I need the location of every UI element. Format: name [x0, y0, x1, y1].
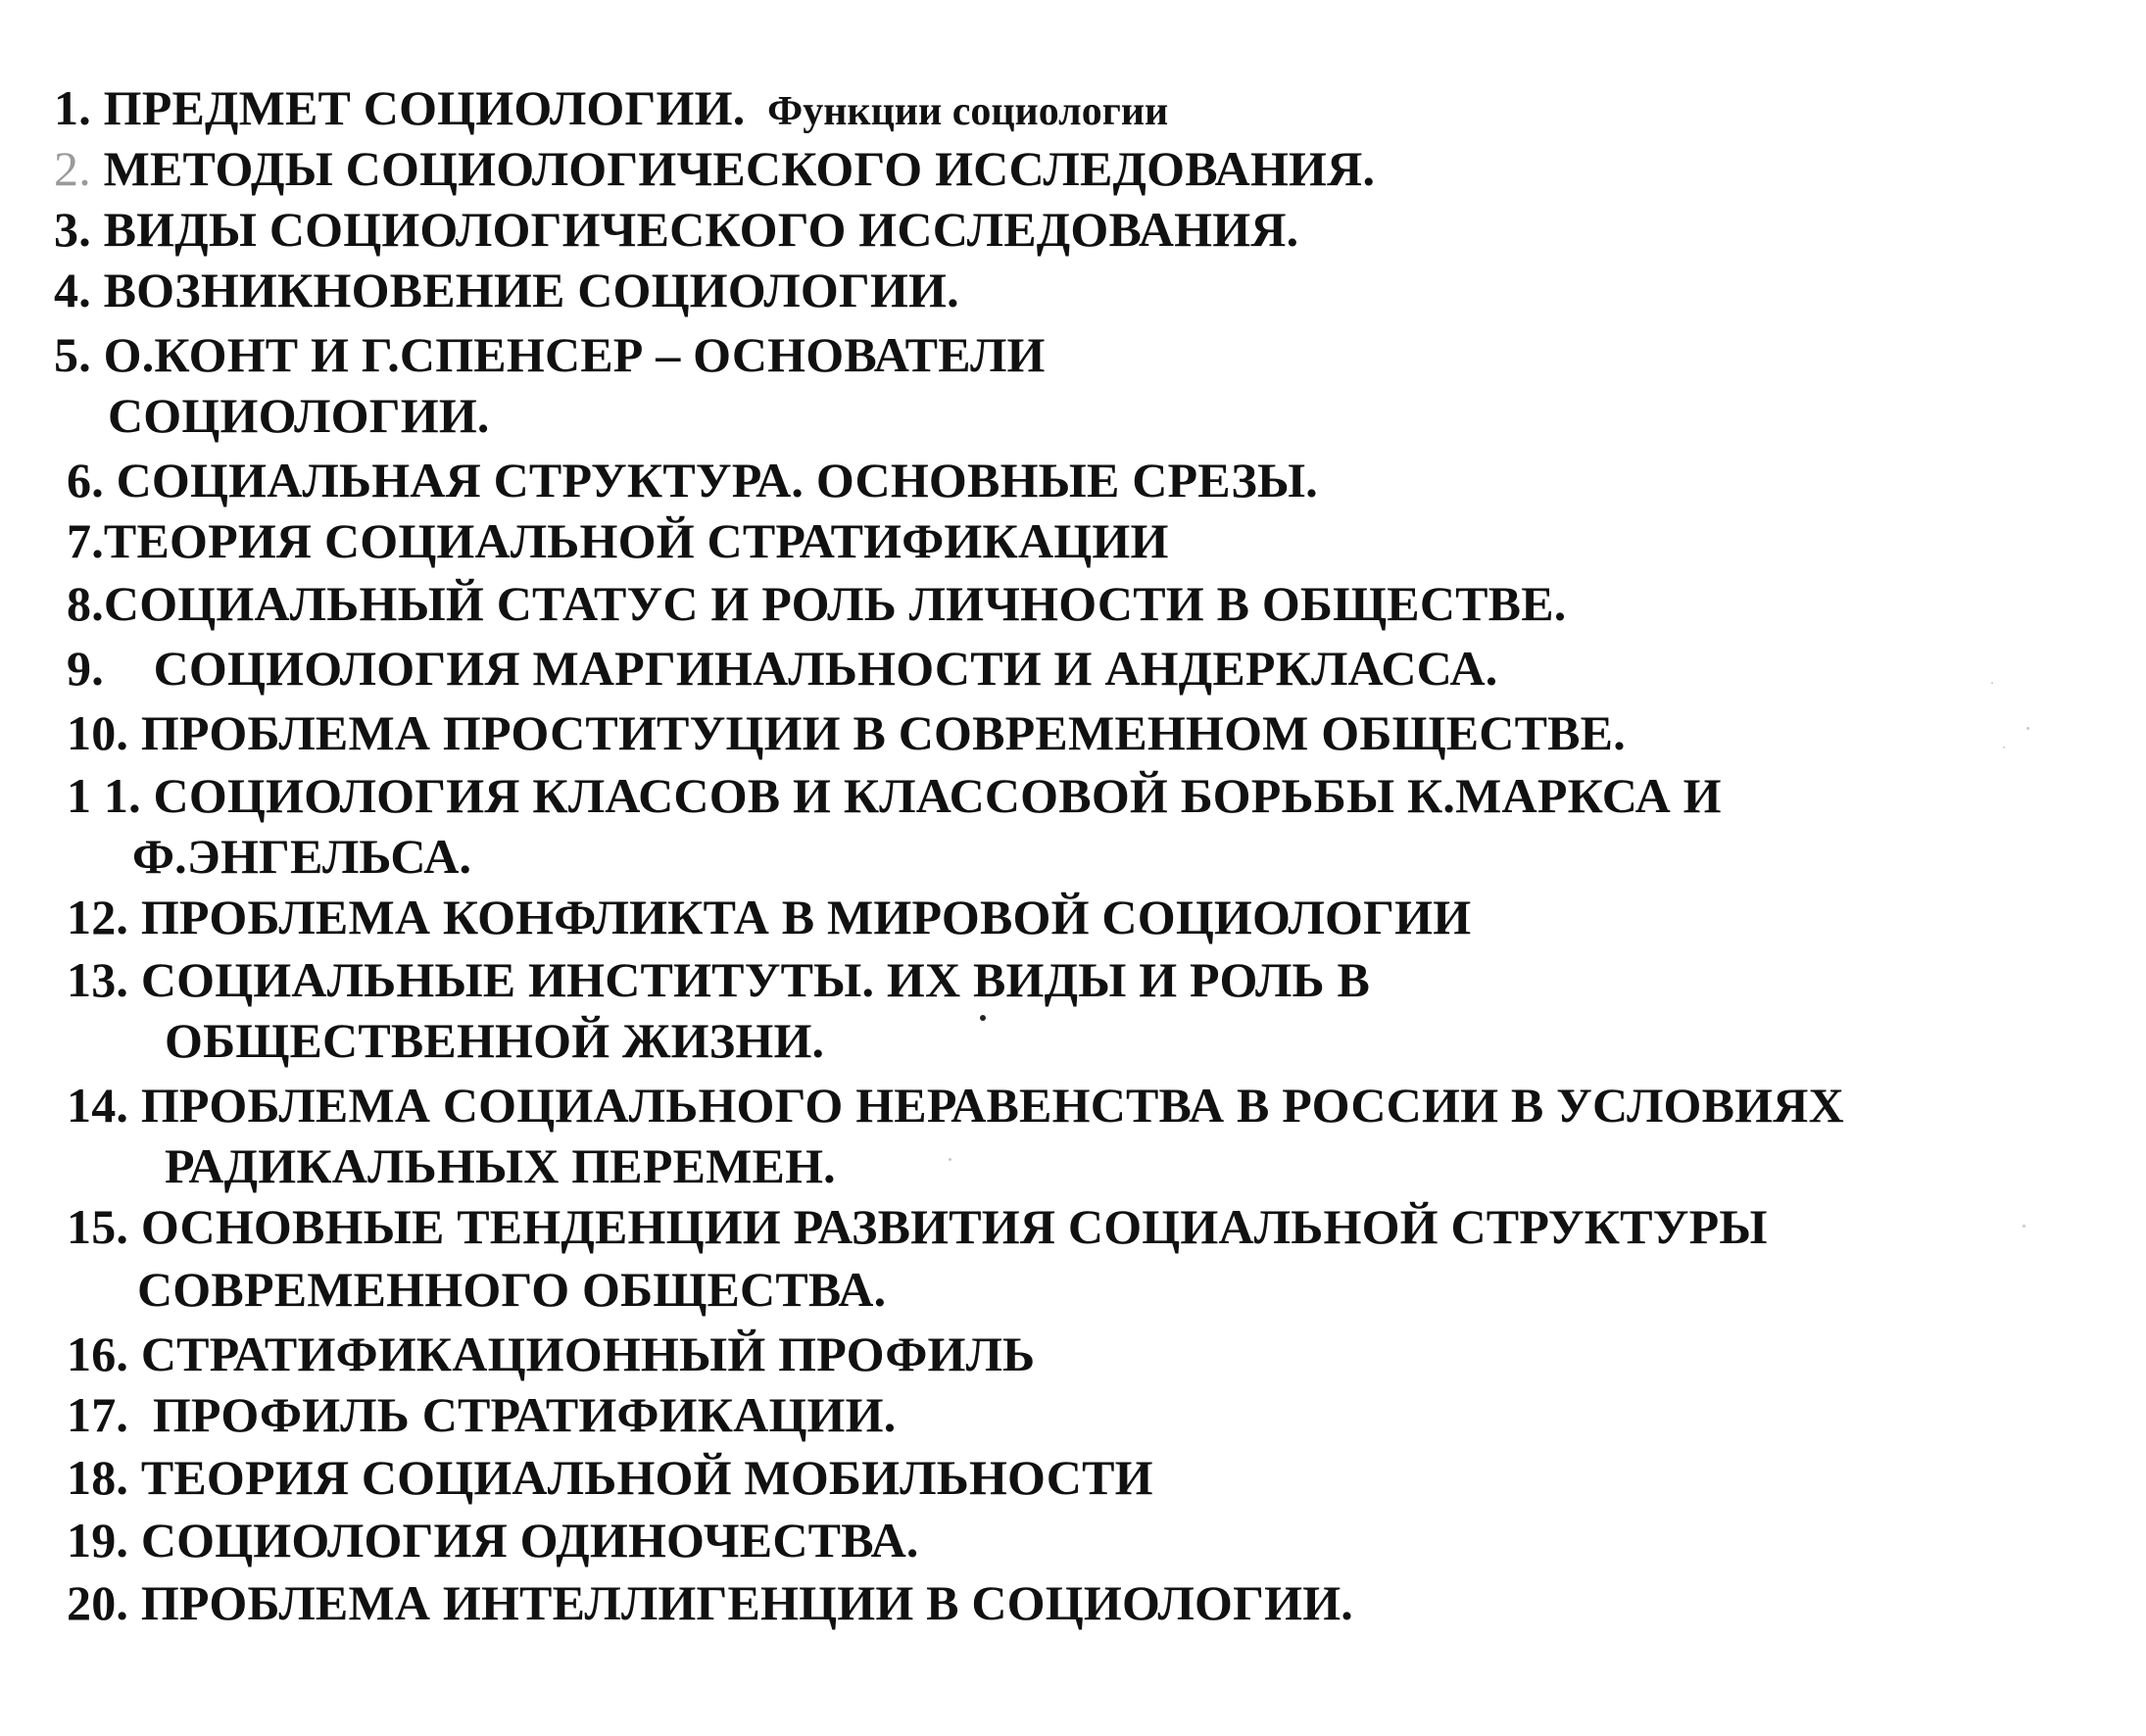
list-item-1	[54, 78, 1168, 141]
scan-speck	[949, 1158, 951, 1161]
list-item-15	[67, 1197, 1768, 1256]
item-number: 2.	[54, 141, 91, 196]
list-item-6	[67, 451, 1318, 509]
item-number: 12.	[67, 890, 129, 944]
list-item-9	[67, 639, 1498, 698]
list-item-11-continuation: Ф.ЭНГЕЛЬСА.	[132, 829, 472, 884]
item-number: 20.	[67, 1575, 129, 1630]
item-text: ПРОБЛЕМА КОНФЛИКТА В МИРОВОЙ СОЦИОЛОГИИ	[140, 890, 1472, 944]
list-item-4	[54, 261, 959, 319]
scan-speck	[980, 1015, 986, 1021]
list-item-13-continuation: ОБЩЕСТВЕННОЙ ЖИЗНИ.	[165, 1013, 825, 1068]
list-item-11	[67, 766, 1722, 825]
list-item-10	[67, 703, 1626, 762]
scan-speck	[2003, 747, 2005, 748]
item-number: 18.	[67, 1450, 129, 1505]
list-item-14-continuation: РАДИКАЛЬНЫХ ПЕРЕМЕН.	[165, 1138, 836, 1193]
item-number: 5.	[54, 327, 91, 382]
scan-speck	[2023, 1225, 2025, 1228]
list-item-5-continuation: СОЦИОЛОГИИ.	[108, 388, 490, 443]
item-text: СОЦИАЛЬНЫЕ ИНСТИТУТЫ. ИХ ВИДЫ И РОЛЬ В	[140, 952, 1371, 1007]
list-item-5	[54, 325, 1046, 384]
item-text: ПРОФИЛЬ СТРАТИФИКАЦИИ.	[152, 1387, 897, 1442]
list-item-20	[67, 1573, 1353, 1632]
list-item-8	[67, 574, 1566, 633]
item-number: 14.	[67, 1078, 129, 1133]
item-text: ОСНОВНЫЕ ТЕНДЕНЦИИ РАЗВИТИЯ СОЦИАЛЬНОЙ СТРУКТУРЫ	[140, 1199, 1768, 1254]
list-item-3	[54, 200, 1298, 259]
item-text: ПРОБЛЕМА СОЦИАЛЬНОГО НЕРАВЕНСТВА В РОССИИ В УСЛОВИЯХ	[140, 1078, 1844, 1133]
item-text: ВОЗНИКНОВЕНИЕ СОЦИОЛОГИИ.	[103, 263, 959, 317]
item-number: 1.	[54, 80, 91, 135]
item-number: 10.	[67, 705, 129, 760]
item-number: 17.	[67, 1387, 129, 1442]
item-number: 15.	[67, 1199, 129, 1254]
item-text: СОЦИОЛОГИЯ ОДИНОЧЕСТВА.	[140, 1513, 919, 1567]
item-text: ВИДЫ СОЦИОЛОГИЧЕСКОГО ИССЛЕДОВАНИЯ.	[103, 202, 1299, 257]
item-text: ПРЕДМЕТ СОЦИОЛОГИИ.	[103, 80, 746, 135]
item-text: ПРОБЛЕМА ПРОСТИТУЦИИ В СОВРЕМЕННОМ ОБЩЕСТВЕ.	[140, 705, 1626, 760]
item-number: 8.	[67, 576, 104, 631]
item-text: СОЦИОЛОГИЯ КЛАССОВ И КЛАССОВОЙ БОРЬБЫ К.МАРКСА И	[153, 768, 1722, 823]
list-item-12	[67, 888, 1471, 946]
scan-speck	[2026, 727, 2029, 730]
item-text: МЕТОДЫ СОЦИОЛОГИЧЕСКОГО ИССЛЕДОВАНИЯ.	[103, 141, 1376, 196]
item-text: СОЦИАЛЬНЫЙ СТАТУС И РОЛЬ ЛИЧНОСТИ В ОБЩЕСТВЕ.	[103, 576, 1567, 631]
item-number: 7.	[67, 513, 104, 568]
list-item-14	[67, 1076, 1844, 1134]
item-subtitle: Функции социологии	[767, 89, 1169, 134]
item-number: 16.	[67, 1326, 129, 1381]
list-item-13	[67, 950, 1370, 1009]
item-number: 3.	[54, 202, 91, 257]
item-text: СОЦИАЛЬНАЯ СТРУКТУРА. ОСНОВНЫЕ СРЕЗЫ.	[116, 453, 1319, 507]
list-item-19	[67, 1511, 919, 1569]
list-item-7	[67, 511, 1169, 570]
item-number: 6.	[67, 453, 104, 507]
item-text: ТЕОРИЯ СОЦИАЛЬНОЙ МОБИЛЬНОСТИ	[140, 1450, 1153, 1505]
list-item-17	[67, 1385, 896, 1444]
item-number: 9.	[67, 641, 104, 696]
list-item-18	[67, 1448, 1153, 1507]
item-number: 19.	[67, 1513, 129, 1567]
scan-speck	[1991, 682, 1993, 684]
list-item-2	[54, 139, 1375, 198]
item-text: ТЕОРИЯ СОЦИАЛЬНОЙ СТРАТИФИКАЦИИ	[103, 513, 1169, 568]
list-item-16	[67, 1325, 1035, 1383]
item-number: 1 1.	[67, 768, 141, 823]
item-text: ПРОБЛЕМА ИНТЕЛЛИГЕНЦИИ В СОЦИОЛОГИИ.	[140, 1575, 1353, 1630]
item-text: СОЦИОЛОГИЯ МАРГИНАЛЬНОСТИ И АНДЕРКЛАССА.	[153, 641, 1498, 696]
item-number: 4.	[54, 263, 91, 317]
list-item-15-continuation: СОВРЕМЕННОГО ОБЩЕСТВА.	[137, 1262, 887, 1317]
item-text: СТРАТИФИКАЦИОННЫЙ ПРОФИЛЬ	[140, 1326, 1036, 1381]
item-text: О.КОНТ И Г.СПЕНСЕР – ОСНОВАТЕЛИ	[103, 327, 1046, 382]
item-number: 13.	[67, 952, 129, 1007]
